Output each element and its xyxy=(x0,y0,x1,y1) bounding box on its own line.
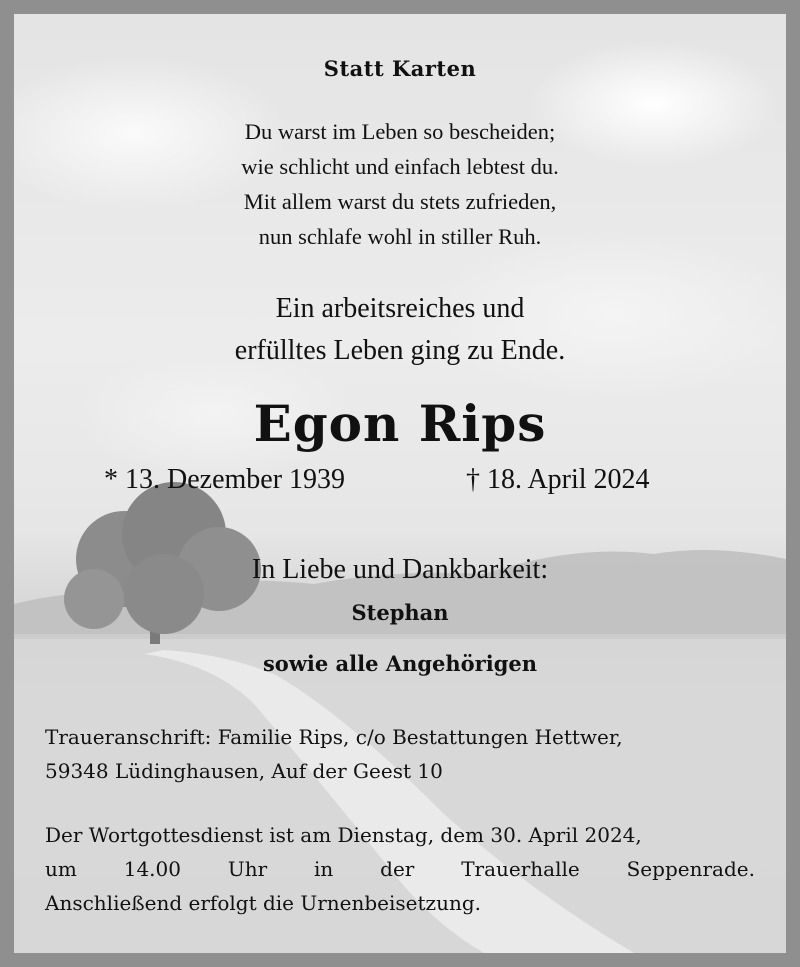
service-line: Anschließend erfolgt die Urnenbeisetzung. xyxy=(45,891,482,915)
relatives-line: sowie alle Angehörigen xyxy=(262,651,538,676)
address-line: Traueranschrift: Familie Rips, c/o Bestattungen Hettwer, xyxy=(45,725,623,749)
heading-statt-karten: Statt Karten xyxy=(323,56,477,81)
poem-line: nun schlafe wohl in stiller Ruh. xyxy=(258,224,542,249)
service-word: 14.00 xyxy=(123,857,181,881)
poem xyxy=(14,114,786,254)
obituary-card xyxy=(14,14,786,953)
service-info xyxy=(45,818,755,920)
address-line: 59348 Lüdinghausen, Auf der Geest 10 xyxy=(45,759,443,783)
signer-name: Stephan xyxy=(351,600,449,625)
poem-line: Du warst im Leben so bescheiden; xyxy=(244,119,556,144)
gratitude-line: In Liebe und Dankbarkeit: xyxy=(251,554,549,585)
death-date: † 18. April 2024 xyxy=(466,464,650,495)
subtitle-line: Ein arbeitsreiches und xyxy=(275,293,525,324)
service-word: in xyxy=(314,857,334,881)
subtitle-line: erfülltes Leben ging zu Ende. xyxy=(234,335,566,366)
subtitle xyxy=(14,288,786,372)
deceased-name: Egon Rips xyxy=(253,394,547,453)
poem-line: Mit allem warst du stets zufrieden, xyxy=(243,189,557,214)
poem-line: wie schlicht und einfach lebtest du. xyxy=(241,154,559,179)
service-word: der xyxy=(380,857,415,881)
service-line-justified xyxy=(45,852,755,886)
birth-date: * 13. Dezember 1939 xyxy=(104,464,346,495)
service-word: um xyxy=(45,857,77,881)
service-word: Seppenrade. xyxy=(626,857,755,881)
service-word: Uhr xyxy=(227,857,268,881)
service-line: Der Wortgottesdienst ist am Dienstag, dem 30. April 2024, xyxy=(45,823,642,847)
service-word: Trauerhalle xyxy=(461,857,580,881)
mourning-address xyxy=(45,720,755,788)
